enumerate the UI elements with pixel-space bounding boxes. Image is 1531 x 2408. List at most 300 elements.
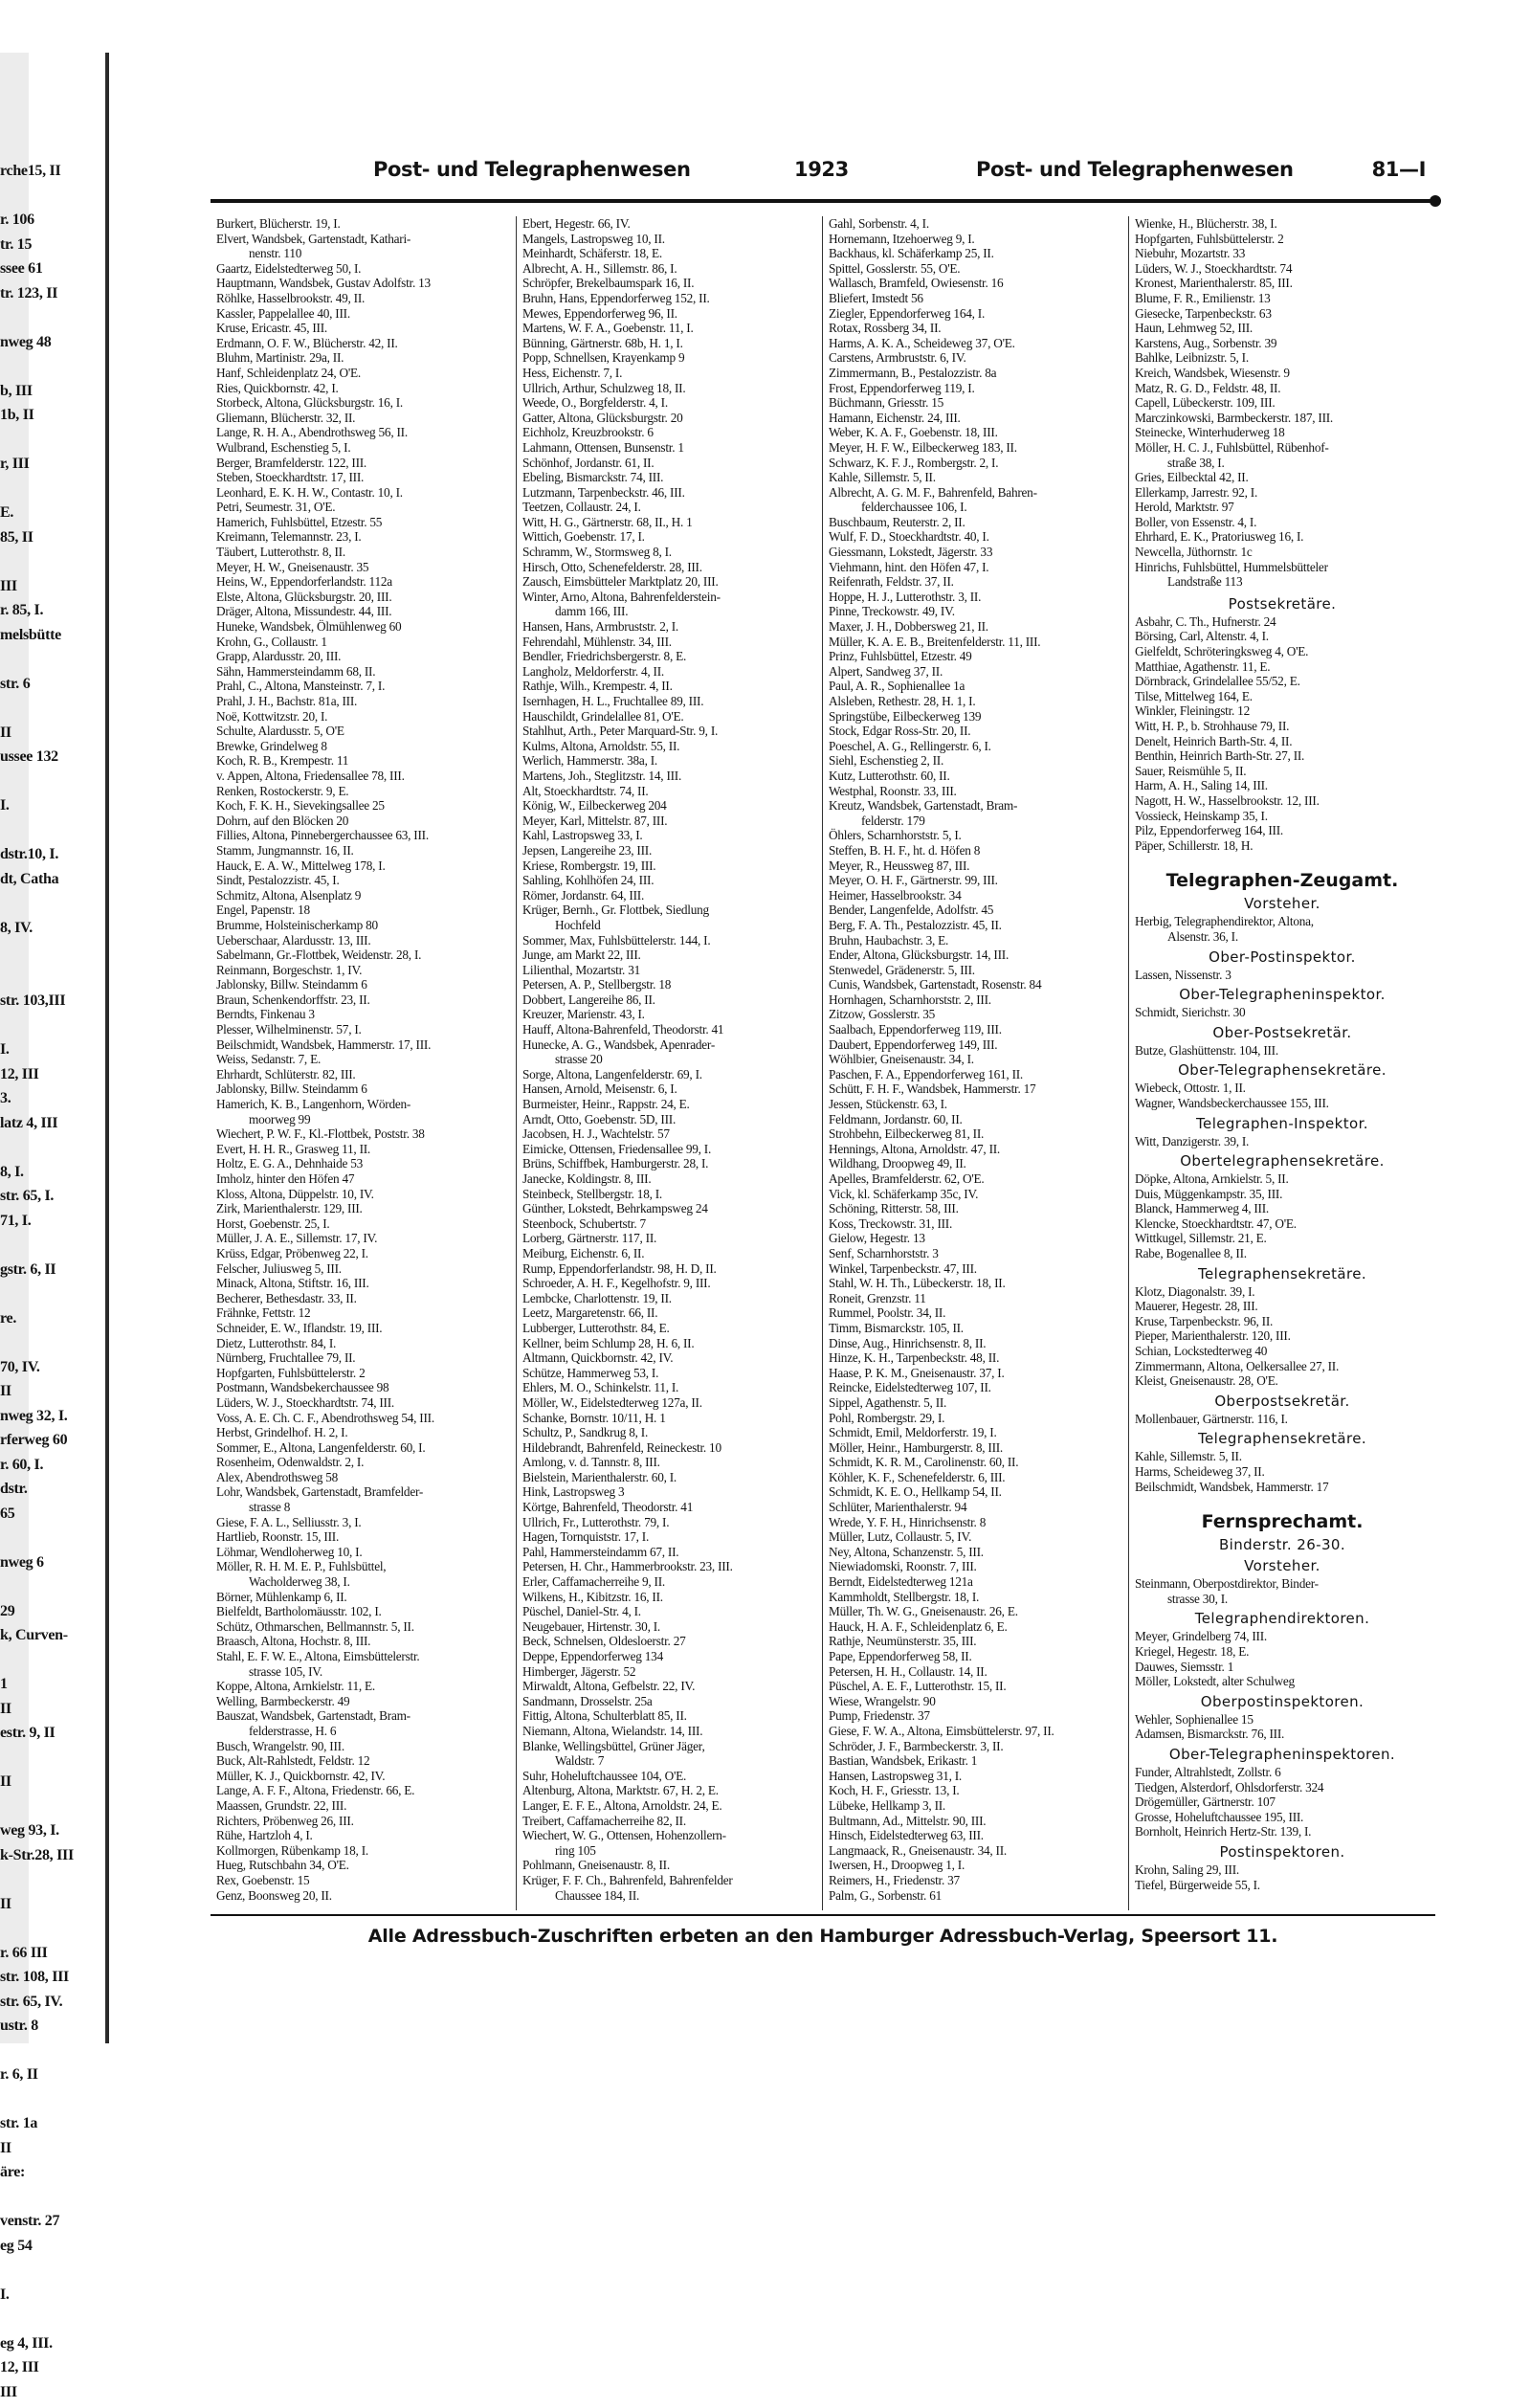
margin-fragment <box>0 432 78 457</box>
directory-entry: Zimmermann, B., Pestalozzistr. 8a <box>829 366 1122 381</box>
directory-entry: Hartlieb, Roonstr. 15, III. <box>216 1529 510 1545</box>
margin-fragment: 3. <box>0 1090 78 1115</box>
margin-fragment: b, III <box>0 383 78 408</box>
directory-entry: Palm, G., Sorbenstr. 61 <box>829 1888 1122 1904</box>
margin-fragment <box>0 2042 78 2067</box>
directory-entry: Kleist, Gneisenaustr. 28, O'E. <box>1135 1373 1430 1389</box>
directory-entry: moorweg 99 <box>216 1112 510 1127</box>
directory-entry: Harm, A. H., Saling 14, III. <box>1135 778 1430 793</box>
directory-entry: Vick, kl. Schäferkamp 35c, IV. <box>829 1187 1122 1202</box>
directory-entry: Bünning, Gärtnerstr. 68b, H. 1, I. <box>522 336 816 351</box>
margin-fragment: str. 108, III <box>0 1969 78 1994</box>
directory-entry: Kellner, beim Schlump 28, H. 6, II. <box>522 1336 816 1351</box>
margin-fragment <box>0 700 78 725</box>
margin-fragment: nweg 48 <box>0 334 78 359</box>
directory-entry: Mewes, Eppendorferweg 96, II. <box>522 306 816 322</box>
margin-fragment: tr. 123, II <box>0 285 78 310</box>
directory-entry: Wallasch, Bramfeld, Owiesenstr. 16 <box>829 276 1122 291</box>
directory-entry: Treibert, Caffamacherreihe 82, II. <box>522 1814 816 1829</box>
directory-entry: Stamm, Jungmannstr. 16, II. <box>216 843 510 858</box>
directory-entry: Boller, von Essenstr. 4, I. <box>1135 515 1430 530</box>
directory-entry: Klencke, Stoeckhardtstr. 47, O'E. <box>1135 1216 1430 1232</box>
directory-entry: Krohn, Saling 29, III. <box>1135 1862 1430 1878</box>
directory-entry: Mauerer, Hegestr. 28, III. <box>1135 1299 1430 1314</box>
directory-entry: Steinbeck, Stellbergstr. 18, I. <box>522 1187 816 1202</box>
directory-entry: Hauff, Altona-Bahrenfeld, Theodorstr. 41 <box>522 1022 816 1037</box>
margin-fragment: II <box>0 1773 78 1798</box>
directory-entry: Sommer, E., Altona, Langenfelderstr. 60, I. <box>216 1440 510 1456</box>
margin-fragment <box>0 2189 78 2214</box>
directory-entry: Postmann, Wandsbekerchaussee 98 <box>216 1380 510 1395</box>
directory-entry: Müller, K. J., Quickbornstr. 42, IV. <box>216 1769 510 1784</box>
directory-entry: König, W., Eilbeckerweg 204 <box>522 798 816 814</box>
directory-entry: Hildebrandt, Bahrenfeld, Reineckestr. 10 <box>522 1440 816 1456</box>
margin-fragment: k-Str.28, III <box>0 1847 78 1872</box>
directory-entry: Junge, am Markt 22, III. <box>522 948 816 963</box>
margin-fragment <box>0 480 78 505</box>
left-page-margin <box>0 163 78 2000</box>
directory-entry: Frähnke, Fettstr. 12 <box>216 1305 510 1321</box>
margin-fragment <box>0 1334 78 1359</box>
directory-entry: Wittkugel, Sillemstr. 21, E. <box>1135 1231 1430 1246</box>
margin-fragment <box>0 651 78 676</box>
directory-entry: Lutzmann, Tarpenbeckstr. 46, III. <box>522 485 816 501</box>
directory-entry: Stahlhut, Arth., Peter Marquard-Str. 9, I. <box>522 724 816 739</box>
directory-entry: Lahmann, Ottensen, Bunsenstr. 1 <box>522 440 816 456</box>
directory-entry: Wagner, Wandsbeckerchaussee 155, III. <box>1135 1096 1430 1111</box>
directory-entry: Alt, Stoeckhardtstr. 74, II. <box>522 784 816 799</box>
directory-entry: Genz, Boonsweg 20, II. <box>216 1888 510 1904</box>
directory-entry: Busch, Wrangelstr. 90, III. <box>216 1739 510 1754</box>
margin-fragment: str. 65, I. <box>0 1188 78 1213</box>
directory-entry: Pinne, Treckowstr. 49, IV. <box>829 604 1122 619</box>
directory-entry: Hagen, Tornquiststr. 17, I. <box>522 1529 816 1545</box>
directory-entry: Burkert, Blücherstr. 19, I. <box>216 216 510 232</box>
directory-entry: Daubert, Eppendorferweg 149, III. <box>829 1037 1122 1053</box>
directory-entry: Koch, R. B., Krempestr. 11 <box>216 753 510 769</box>
directory-entry: Täubert, Lutterothstr. 8, II. <box>216 545 510 560</box>
directory-entry: Hansen, Hans, Armbruststr. 2, I. <box>522 619 816 635</box>
directory-entry: Mangels, Lastropsweg 10, II. <box>522 232 816 247</box>
margin-fragment: E. <box>0 504 78 529</box>
directory-entry: Hueg, Rutschbahn 34, O'E. <box>216 1858 510 1873</box>
directory-entry: Lohr, Wandsbek, Gartenstadt, Bramfelder- <box>216 1484 510 1500</box>
directory-entry: Stahl, E. F. W. E., Altona, Eimsbüttelerstr. <box>216 1649 510 1664</box>
directory-entry: Holtz, E. G. A., Dehnhaide 53 <box>216 1156 510 1171</box>
directory-entry: Petri, Seumestr. 31, O'E. <box>216 500 510 515</box>
section-subheading: Telegraphen-Inspektor. <box>1135 1115 1430 1132</box>
margin-fragment <box>0 1529 78 1554</box>
directory-entry: Hopfgarten, Fuhlsbüttelerstr. 2 <box>1135 232 1430 247</box>
margin-fragment: tr. 15 <box>0 236 78 261</box>
directory-entry: Gliemann, Blücherstr. 32, II. <box>216 411 510 426</box>
directory-entry: Ender, Altona, Glücksburgstr. 14, III. <box>829 948 1122 963</box>
directory-entry: Hauschildt, Grindelallee 81, O'E. <box>522 709 816 725</box>
margin-fragment: dt, Catha <box>0 871 78 896</box>
directory-entry: Kloss, Altona, Düppelstr. 10, IV. <box>216 1187 510 1202</box>
section-subheading: Vorsteher. <box>1135 895 1430 912</box>
margin-fragment: dstr.10, I. <box>0 846 78 871</box>
directory-entry: Herbig, Telegraphendirektor, Altona, <box>1135 914 1430 929</box>
directory-entry: Püschel, Daniel-Str. 4, I. <box>522 1604 816 1619</box>
directory-entry: Minack, Altona, Stiftstr. 16, III. <box>216 1276 510 1291</box>
column-3 <box>823 216 1129 1910</box>
directory-entry: Lübeke, Hellkamp 3, II. <box>829 1798 1122 1814</box>
margin-fragment: II <box>0 1383 78 1408</box>
directory-entry: Bielstein, Marienthalerstr. 60, I. <box>522 1470 816 1485</box>
directory-entry: Elste, Altona, Glücksburgstr. 20, III. <box>216 590 510 605</box>
directory-entry: Berndts, Finkenau 3 <box>216 1007 510 1022</box>
directory-entry: Kriese, Rombergstr. 19, III. <box>522 858 816 874</box>
directory-entry: Öhlers, Scharnhorststr. 5, I. <box>829 828 1122 843</box>
directory-entry: Jablonsky, Billw. Steindamm 6 <box>216 1081 510 1097</box>
margin-fragment: ustr. 8 <box>0 2018 78 2042</box>
directory-entry: Winkel, Tarpenbeckstr. 47, III. <box>829 1261 1122 1277</box>
directory-entry: nenstr. 110 <box>216 246 510 261</box>
directory-entry: Wiechert, W. G., Ottensen, Hohenzollern- <box>522 1828 816 1843</box>
directory-entry: Voss, A. E. Ch. C. F., Abendrothsweg 54, III. <box>216 1411 510 1426</box>
margin-fragment <box>0 1237 78 1261</box>
directory-entry: Jessen, Stückenstr. 63, I. <box>829 1097 1122 1112</box>
directory-entry: Bauszat, Wandsbek, Gartenstadt, Bram- <box>216 1708 510 1724</box>
directory-entry: damm 166, III. <box>522 604 816 619</box>
directory-entry: Hauptmann, Wandsbek, Gustav Adolfstr. 13 <box>216 276 510 291</box>
directory-entry: Langholz, Meldorferstr. 4, II. <box>522 664 816 680</box>
directory-entry: Huneke, Wandsbek, Ölmühlenweg 60 <box>216 619 510 635</box>
directory-entry: Westphal, Roonstr. 33, III. <box>829 784 1122 799</box>
directory-entry: strasse 105, IV. <box>216 1664 510 1680</box>
directory-entry: Elvert, Wandsbek, Gartenstadt, Kathari- <box>216 232 510 247</box>
directory-entry: Lassen, Nissenstr. 3 <box>1135 968 1430 983</box>
directory-entry: Langer, E. F. E., Altona, Arnoldstr. 24, E. <box>522 1798 816 1814</box>
directory-entry: Zitzow, Gosslerstr. 35 <box>829 1007 1122 1022</box>
margin-fragment: III <box>0 2384 78 2408</box>
margin-fragment <box>0 969 78 993</box>
directory-entry: Hopfgarten, Fuhlsbüttelerstr. 2 <box>216 1366 510 1381</box>
directory-entry: Weiss, Sedanstr. 7, E. <box>216 1052 510 1067</box>
directory-entry: Hornemann, Itzehoerweg 9, I. <box>829 232 1122 247</box>
directory-entry: Steenbock, Schubertstr. 7 <box>522 1216 816 1232</box>
directory-entry: Amlong, v. d. Tannstr. 8, III. <box>522 1455 816 1470</box>
directory-entry: Tilse, Mittelweg 164, E. <box>1135 689 1430 704</box>
directory-entry: Schmidt, K. E. O., Hellkamp 54, II. <box>829 1484 1122 1500</box>
directory-entry: Döpke, Altona, Arnkielstr. 5, II. <box>1135 1171 1430 1187</box>
margin-fragment: II <box>0 1701 78 1726</box>
footer-rule <box>211 1914 1435 1916</box>
directory-entry: Heimer, Hasselbrookstr. 34 <box>829 888 1122 903</box>
directory-entry: Brumme, Holsteinischerkamp 80 <box>216 918 510 933</box>
directory-entry: Dietz, Lutterothstr. 84, I. <box>216 1336 510 1351</box>
directory-entry: Fillies, Altona, Pinnebergerchaussee 63, III. <box>216 828 510 843</box>
directory-entry: Schwarz, K. F. J., Rombergstr. 2, I. <box>829 456 1122 471</box>
directory-entry: Evert, H. H. R., Grasweg 11, II. <box>216 1142 510 1157</box>
directory-entry: Strohbehn, Eilbeckerweg 81, II. <box>829 1126 1122 1142</box>
running-header <box>211 158 1435 196</box>
header-right-title: Post- und Telegraphenwesen <box>976 158 1294 181</box>
directory-entry: Ehlers, M. O., Schinkelstr. 11, I. <box>522 1380 816 1395</box>
margin-fragment <box>0 1871 78 1896</box>
directory-entry: Ries, Quickbornstr. 42, I. <box>216 381 510 396</box>
directory-entry: Springstübe, Eilbeckerweg 139 <box>829 709 1122 725</box>
directory-entry: Büchmann, Griesstr. 15 <box>829 395 1122 411</box>
directory-entry: Meyer, O. H. F., Gärtnerstr. 99, III. <box>829 873 1122 888</box>
margin-fragment: r. 60, I. <box>0 1457 78 1482</box>
margin-fragment: 71, I. <box>0 1213 78 1237</box>
directory-entry: Schmidt, K. R. M., Carolinenstr. 60, II. <box>829 1455 1122 1470</box>
directory-entry: Buschbaum, Reuterstr. 2, II. <box>829 515 1122 530</box>
directory-entry: Ziegler, Eppendorferweg 164, I. <box>829 306 1122 322</box>
directory-entry: Albrecht, A. G. M. F., Bahrenfeld, Bahren- <box>829 485 1122 501</box>
directory-entry: Berndt, Eidelstedterweg 121a <box>829 1574 1122 1590</box>
directory-entry: v. Appen, Altona, Friedensallee 78, III. <box>216 769 510 784</box>
section-subheading: Postsekretäre. <box>1135 595 1430 613</box>
header-left-title: Post- und Telegraphenwesen <box>373 158 691 181</box>
directory-entry: Giessmann, Lokstedt, Jägerstr. 33 <box>829 545 1122 560</box>
section-subheading: Telegraphensekretäre. <box>1135 1430 1430 1447</box>
directory-entry: Rotax, Rossberg 34, II. <box>829 321 1122 336</box>
directory-entry: Hamann, Eichenstr. 24, III. <box>829 411 1122 426</box>
directory-entry: Stenwedel, Grädenerstr. 5, III. <box>829 963 1122 978</box>
directory-entry: Ullrich, Arthur, Schulzweg 18, II. <box>522 381 816 396</box>
directory-entry: Senf, Scharnhorststr. 3 <box>829 1246 1122 1261</box>
directory-entry: Dauwes, Siemsstr. 1 <box>1135 1660 1430 1675</box>
directory-entry: Kriegel, Hegestr. 18, E. <box>1135 1644 1430 1660</box>
directory-entry: Fehrendahl, Mühlenstr. 34, III. <box>522 635 816 650</box>
directory-entry: Hauck, E. A. W., Mittelweg 178, I. <box>216 858 510 874</box>
directory-entry: Maxer, J. H., Dobbersweg 21, II. <box>829 619 1122 635</box>
directory-entry: Müller, Lutz, Collaustr. 5, IV. <box>829 1529 1122 1545</box>
directory-entry: Pieper, Marienthalerstr. 120, III. <box>1135 1328 1430 1344</box>
directory-entry: Wrede, Y. F. H., Hinrichsenstr. 8 <box>829 1515 1122 1530</box>
directory-entry: Burmeister, Heinr., Rappstr. 24, E. <box>522 1097 816 1112</box>
directory-entry: Rathje, Neumünsterstr. 35, III. <box>829 1634 1122 1649</box>
directory-entry: Altenburg, Altona, Marktstr. 67, H. 2, E. <box>522 1783 816 1798</box>
section-address: Binderstr. 26-30. <box>1135 1536 1430 1553</box>
directory-entry: Bender, Langenfelde, Adolfstr. 45 <box>829 903 1122 918</box>
directory-entry: Denelt, Heinrich Barth-Str. 4, II. <box>1135 734 1430 749</box>
directory-entry: Schneider, E. W., Iflandstr. 19, III. <box>216 1321 510 1336</box>
directory-entry: Gaartz, Eidelstedterweg 50, I. <box>216 261 510 277</box>
directory-entry: Kulms, Altona, Arnoldstr. 55, II. <box>522 739 816 754</box>
directory-entry: Jacobsen, H. J., Wachtelstr. 57 <box>522 1126 816 1142</box>
directory-entry: Deppe, Eppendorferweg 134 <box>522 1649 816 1664</box>
directory-entry: Lorberg, Gärtnerstr. 117, II. <box>522 1231 816 1246</box>
directory-entry: Pape, Eppendorferweg 58, II. <box>829 1649 1122 1664</box>
directory-entry: Müller, J. A. E., Sillemstr. 17, IV. <box>216 1231 510 1246</box>
directory-entry: Ehrhard, E. K., Pratoriusweg 16, I. <box>1135 529 1430 545</box>
directory-entry: Schlüter, Marienthalerstr. 94 <box>829 1500 1122 1515</box>
directory-entry: Kahl, Lastropsweg 33, I. <box>522 828 816 843</box>
directory-entry: Noë, Kottwitzstr. 20, I. <box>216 709 510 725</box>
directory-entry: Viehmann, hint. den Höfen 47, I. <box>829 560 1122 575</box>
margin-fragment: str. 6 <box>0 676 78 701</box>
column-2 <box>517 216 823 1910</box>
margin-fragment: dstr. <box>0 1481 78 1505</box>
directory-entry: Meyer, R., Heussweg 87, III. <box>829 858 1122 874</box>
directory-entry: Krüss, Edgar, Pröbenweg 22, I. <box>216 1246 510 1261</box>
directory-entry: Lange, A. F. F., Altona, Friedenstr. 66, E. <box>216 1783 510 1798</box>
margin-fragment <box>0 553 78 578</box>
directory-columns <box>211 216 1435 1910</box>
directory-entry: Witt, Danzigerstr. 39, I. <box>1135 1134 1430 1149</box>
margin-fragment <box>0 1285 78 1310</box>
directory-entry: Horst, Goebenstr. 25, I. <box>216 1216 510 1232</box>
directory-entry: Schröder, J. F., Barmbeckerstr. 3, II. <box>829 1739 1122 1754</box>
directory-entry: Giese, F. W. A., Altona, Eimsbüttelerstr. 97, II. <box>829 1724 1122 1739</box>
directory-entry: Wiebeck, Ottostr. 1, II. <box>1135 1081 1430 1096</box>
directory-entry: Schultz, P., Sandkrug 8, I. <box>522 1425 816 1440</box>
directory-entry: Schönhof, Jordanstr. 61, II. <box>522 456 816 471</box>
directory-entry: Gatter, Altona, Glücksburgstr. 20 <box>522 411 816 426</box>
margin-fragment: II <box>0 1896 78 1921</box>
directory-entry: Haun, Lehmweg 52, III. <box>1135 321 1430 336</box>
directory-entry: Steben, Stoeckhardtstr. 17, III. <box>216 470 510 485</box>
directory-entry: Schulte, Alardusstr. 5, O'E <box>216 724 510 739</box>
directory-entry: Drögemüller, Gärtnerstr. 107 <box>1135 1795 1430 1810</box>
margin-fragment <box>0 1017 78 1042</box>
directory-entry: Möller, H. C. J., Fuhlsbüttel, Rübenhof- <box>1135 440 1430 456</box>
directory-entry: Wacholderweg 38, I. <box>216 1574 510 1590</box>
directory-entry: strasse 20 <box>522 1052 816 1067</box>
directory-entry: Bultmann, Ad., Mittelstr. 90, III. <box>829 1814 1122 1829</box>
directory-entry: Kruse, Tarpenbeckstr. 96, II. <box>1135 1314 1430 1329</box>
directory-entry: Maassen, Grundstr. 22, III. <box>216 1798 510 1814</box>
directory-entry: Becherer, Bethesdastr. 33, II. <box>216 1291 510 1306</box>
directory-entry: Rummel, Poolstr. 34, II. <box>829 1305 1122 1321</box>
margin-fragment: 8, IV. <box>0 920 78 945</box>
directory-entry: Möller, Heinr., Hamburgerstr. 8, III. <box>829 1440 1122 1456</box>
directory-entry: Schmidt, Emil, Meldorferstr. 19, I. <box>829 1425 1122 1440</box>
directory-entry: Gielfeldt, Schröteringksweg 4, O'E. <box>1135 644 1430 659</box>
directory-entry: Hinze, K. H., Tarpenbeckstr. 48, II. <box>829 1350 1122 1366</box>
directory-entry: Hanf, Schleidenplatz 24, O'E. <box>216 366 510 381</box>
margin-fragment: III <box>0 578 78 603</box>
directory-entry: Krüger, Bernh., Gr. Flottbek, Siedlung <box>522 903 816 918</box>
directory-entry: Steffen, B. H. F., ht. d. Höfen 8 <box>829 843 1122 858</box>
margin-fragment: 1 <box>0 1676 78 1701</box>
directory-entry: Janecke, Koldingstr. 8, III. <box>522 1171 816 1187</box>
directory-entry: Ullrich, Fr., Lutterothstr. 79, I. <box>522 1515 816 1530</box>
directory-entry: Dinse, Aug., Hinrichsenstr. 8, II. <box>829 1336 1122 1351</box>
directory-entry: Heins, W., Eppendorferlandstr. 112a <box>216 574 510 590</box>
directory-entry: Benthin, Heinrich Barth-Str. 27, II. <box>1135 748 1430 764</box>
directory-entry: Dobbert, Langereihe 86, II. <box>522 992 816 1008</box>
directory-entry: Landstraße 113 <box>1135 574 1430 590</box>
directory-entry: Teetzen, Collaustr. 24, I. <box>522 500 816 515</box>
directory-entry: Timm, Bismarckstr. 105, II. <box>829 1321 1122 1336</box>
directory-entry: Altmann, Quickbornstr. 42, IV. <box>522 1350 816 1366</box>
directory-entry: Dräger, Altona, Missundestr. 44, III. <box>216 604 510 619</box>
directory-entry: Ney, Altona, Schanzenstr. 5, III. <box>829 1545 1122 1560</box>
margin-fragment <box>0 1920 78 1945</box>
margin-fragment: äre: <box>0 2164 78 2189</box>
directory-entry: Pahl, Hammersteindamm 67, II. <box>522 1545 816 1560</box>
directory-entry: Matthiae, Agathenstr. 11, E. <box>1135 659 1430 675</box>
directory-entry: Löhmar, Wendloherweg 10, I. <box>216 1545 510 1560</box>
directory-entry: Kammholdt, Stellbergstr. 18, I. <box>829 1590 1122 1605</box>
directory-entry: Hinrichs, Fuhlsbüttel, Hummelsbütteler <box>1135 560 1430 575</box>
directory-entry: Haase, P. K. M., Gneisenaustr. 37, I. <box>829 1366 1122 1381</box>
margin-fragment: 85, II <box>0 529 78 554</box>
directory-entry: Beck, Schnelsen, Oldesloerstr. 27 <box>522 1634 816 1649</box>
directory-entry: Alpert, Sandweg 37, II. <box>829 664 1122 680</box>
directory-entry: Brüns, Schiffbek, Hamburgerstr. 28, I. <box>522 1156 816 1171</box>
directory-entry: Meyer, Grindelberg 74, III. <box>1135 1629 1430 1644</box>
directory-entry: Schramm, W., Stormsweg 8, I. <box>522 545 816 560</box>
directory-entry: Petersen, A. P., Stellbergstr. 18 <box>522 977 816 992</box>
directory-entry: Reimers, H., Friedenstr. 37 <box>829 1873 1122 1888</box>
directory-entry: Ehrhardt, Schlüterstr. 82, III. <box>216 1067 510 1082</box>
directory-entry: Schütt, F. H. F., Wandsbek, Hammerstr. 17 <box>829 1081 1122 1097</box>
margin-fragment <box>0 1578 78 1603</box>
margin-fragment <box>0 2310 78 2335</box>
directory-entry: Plesser, Wilhelminenstr. 57, I. <box>216 1022 510 1037</box>
directory-entry: Hink, Lastropsweg 3 <box>522 1484 816 1500</box>
margin-fragment <box>0 1139 78 1164</box>
margin-fragment: II <box>0 2140 78 2165</box>
directory-entry: Giese, F. A. L., Selliusstr. 3, I. <box>216 1515 510 1530</box>
directory-entry: Martens, W. F. A., Goebenstr. 11, I. <box>522 321 816 336</box>
directory-entry: Apelles, Bramfelderstr. 62, O'E. <box>829 1171 1122 1187</box>
directory-entry: Rabe, Bogenallee 8, II. <box>1135 1246 1430 1261</box>
directory-entry: Blume, F. R., Emilienstr. 13 <box>1135 291 1430 306</box>
directory-entry: Witt, H. P., b. Strohhause 79, II. <box>1135 719 1430 734</box>
directory-entry: Welling, Barmbeckerstr. 49 <box>216 1694 510 1709</box>
directory-entry: Jepsen, Langereihe 23, III. <box>522 843 816 858</box>
directory-entry: Neugebauer, Hirtenstr. 30, I. <box>522 1619 816 1635</box>
directory-entry: Eichholz, Kreuzbrookstr. 6 <box>522 425 816 440</box>
directory-entry: Hochfeld <box>522 918 816 933</box>
directory-entry: Langmaack, R., Gneisenaustr. 34, II. <box>829 1843 1122 1859</box>
directory-entry: Butze, Glashüttenstr. 104, III. <box>1135 1043 1430 1059</box>
directory-entry: Frost, Eppendorferweg 119, I. <box>829 381 1122 396</box>
directory-entry: Wehler, Sophienallee 15 <box>1135 1712 1430 1728</box>
directory-entry: Meyer, H. W., Gneisenaustr. 35 <box>216 560 510 575</box>
directory-entry: Reincke, Eidelstedterweg 107, II. <box>829 1380 1122 1395</box>
directory-entry: Bahlke, Leibnizstr. 5, I. <box>1135 350 1430 366</box>
directory-entry: Hauck, H. A. F., Schleidenplatz 6, E. <box>829 1619 1122 1635</box>
section-subheading: Ober-Telegrapheninspektor. <box>1135 986 1430 1003</box>
margin-fragment: nweg 6 <box>0 1554 78 1579</box>
directory-entry: Wiechert, P. W. F., Kl.-Flottbek, Poststr. 38 <box>216 1126 510 1142</box>
margin-fragment <box>0 2262 78 2286</box>
directory-entry: Lembcke, Charlottenstr. 19, II. <box>522 1291 816 1306</box>
margin-fragment <box>0 2091 78 2116</box>
directory-entry: Carstens, Armbruststr. 6, IV. <box>829 350 1122 366</box>
margin-fragment: str. 1a <box>0 2115 78 2140</box>
directory-entry: Saalbach, Eppendorferweg 119, III. <box>829 1022 1122 1037</box>
directory-entry: Buck, Alt-Rahlstedt, Feldstr. 12 <box>216 1753 510 1769</box>
margin-fragment: re. <box>0 1310 78 1335</box>
directory-entry: Asbahr, C. Th., Hufnerstr. 24 <box>1135 614 1430 630</box>
directory-entry: Günther, Lokstedt, Behrkampsweg 24 <box>522 1201 816 1216</box>
margin-fragment: 1b, II <box>0 407 78 432</box>
directory-entry: Popp, Schnellsen, Krayenkamp 9 <box>522 350 816 366</box>
directory-entry: Schanke, Bornstr. 10/11, H. 1 <box>522 1411 816 1426</box>
directory-entry: Petersen, H. H., Collaustr. 14, II. <box>829 1664 1122 1680</box>
section-subheading: Oberpostinspektoren. <box>1135 1693 1430 1710</box>
margin-fragment: 29 <box>0 1603 78 1628</box>
directory-entry: Albrecht, A. H., Sillemstr. 86, I. <box>522 261 816 277</box>
directory-entry: Lubberger, Lutterothstr. 84, E. <box>522 1321 816 1336</box>
section-subheading: Obertelegraphensekretäre. <box>1135 1152 1430 1170</box>
directory-entry: Erler, Caffamacherreihe 9, II. <box>522 1574 816 1590</box>
directory-entry: Karstens, Aug., Sorbenstr. 39 <box>1135 336 1430 351</box>
directory-entry: Pump, Friedenstr. 37 <box>829 1708 1122 1724</box>
directory-entry: Marczinkowski, Barmbeckerstr. 187, III. <box>1135 411 1430 426</box>
directory-entry: Jablonsky, Billw. Steindamm 6 <box>216 977 510 992</box>
margin-fragment: gstr. 6, II <box>0 1261 78 1286</box>
